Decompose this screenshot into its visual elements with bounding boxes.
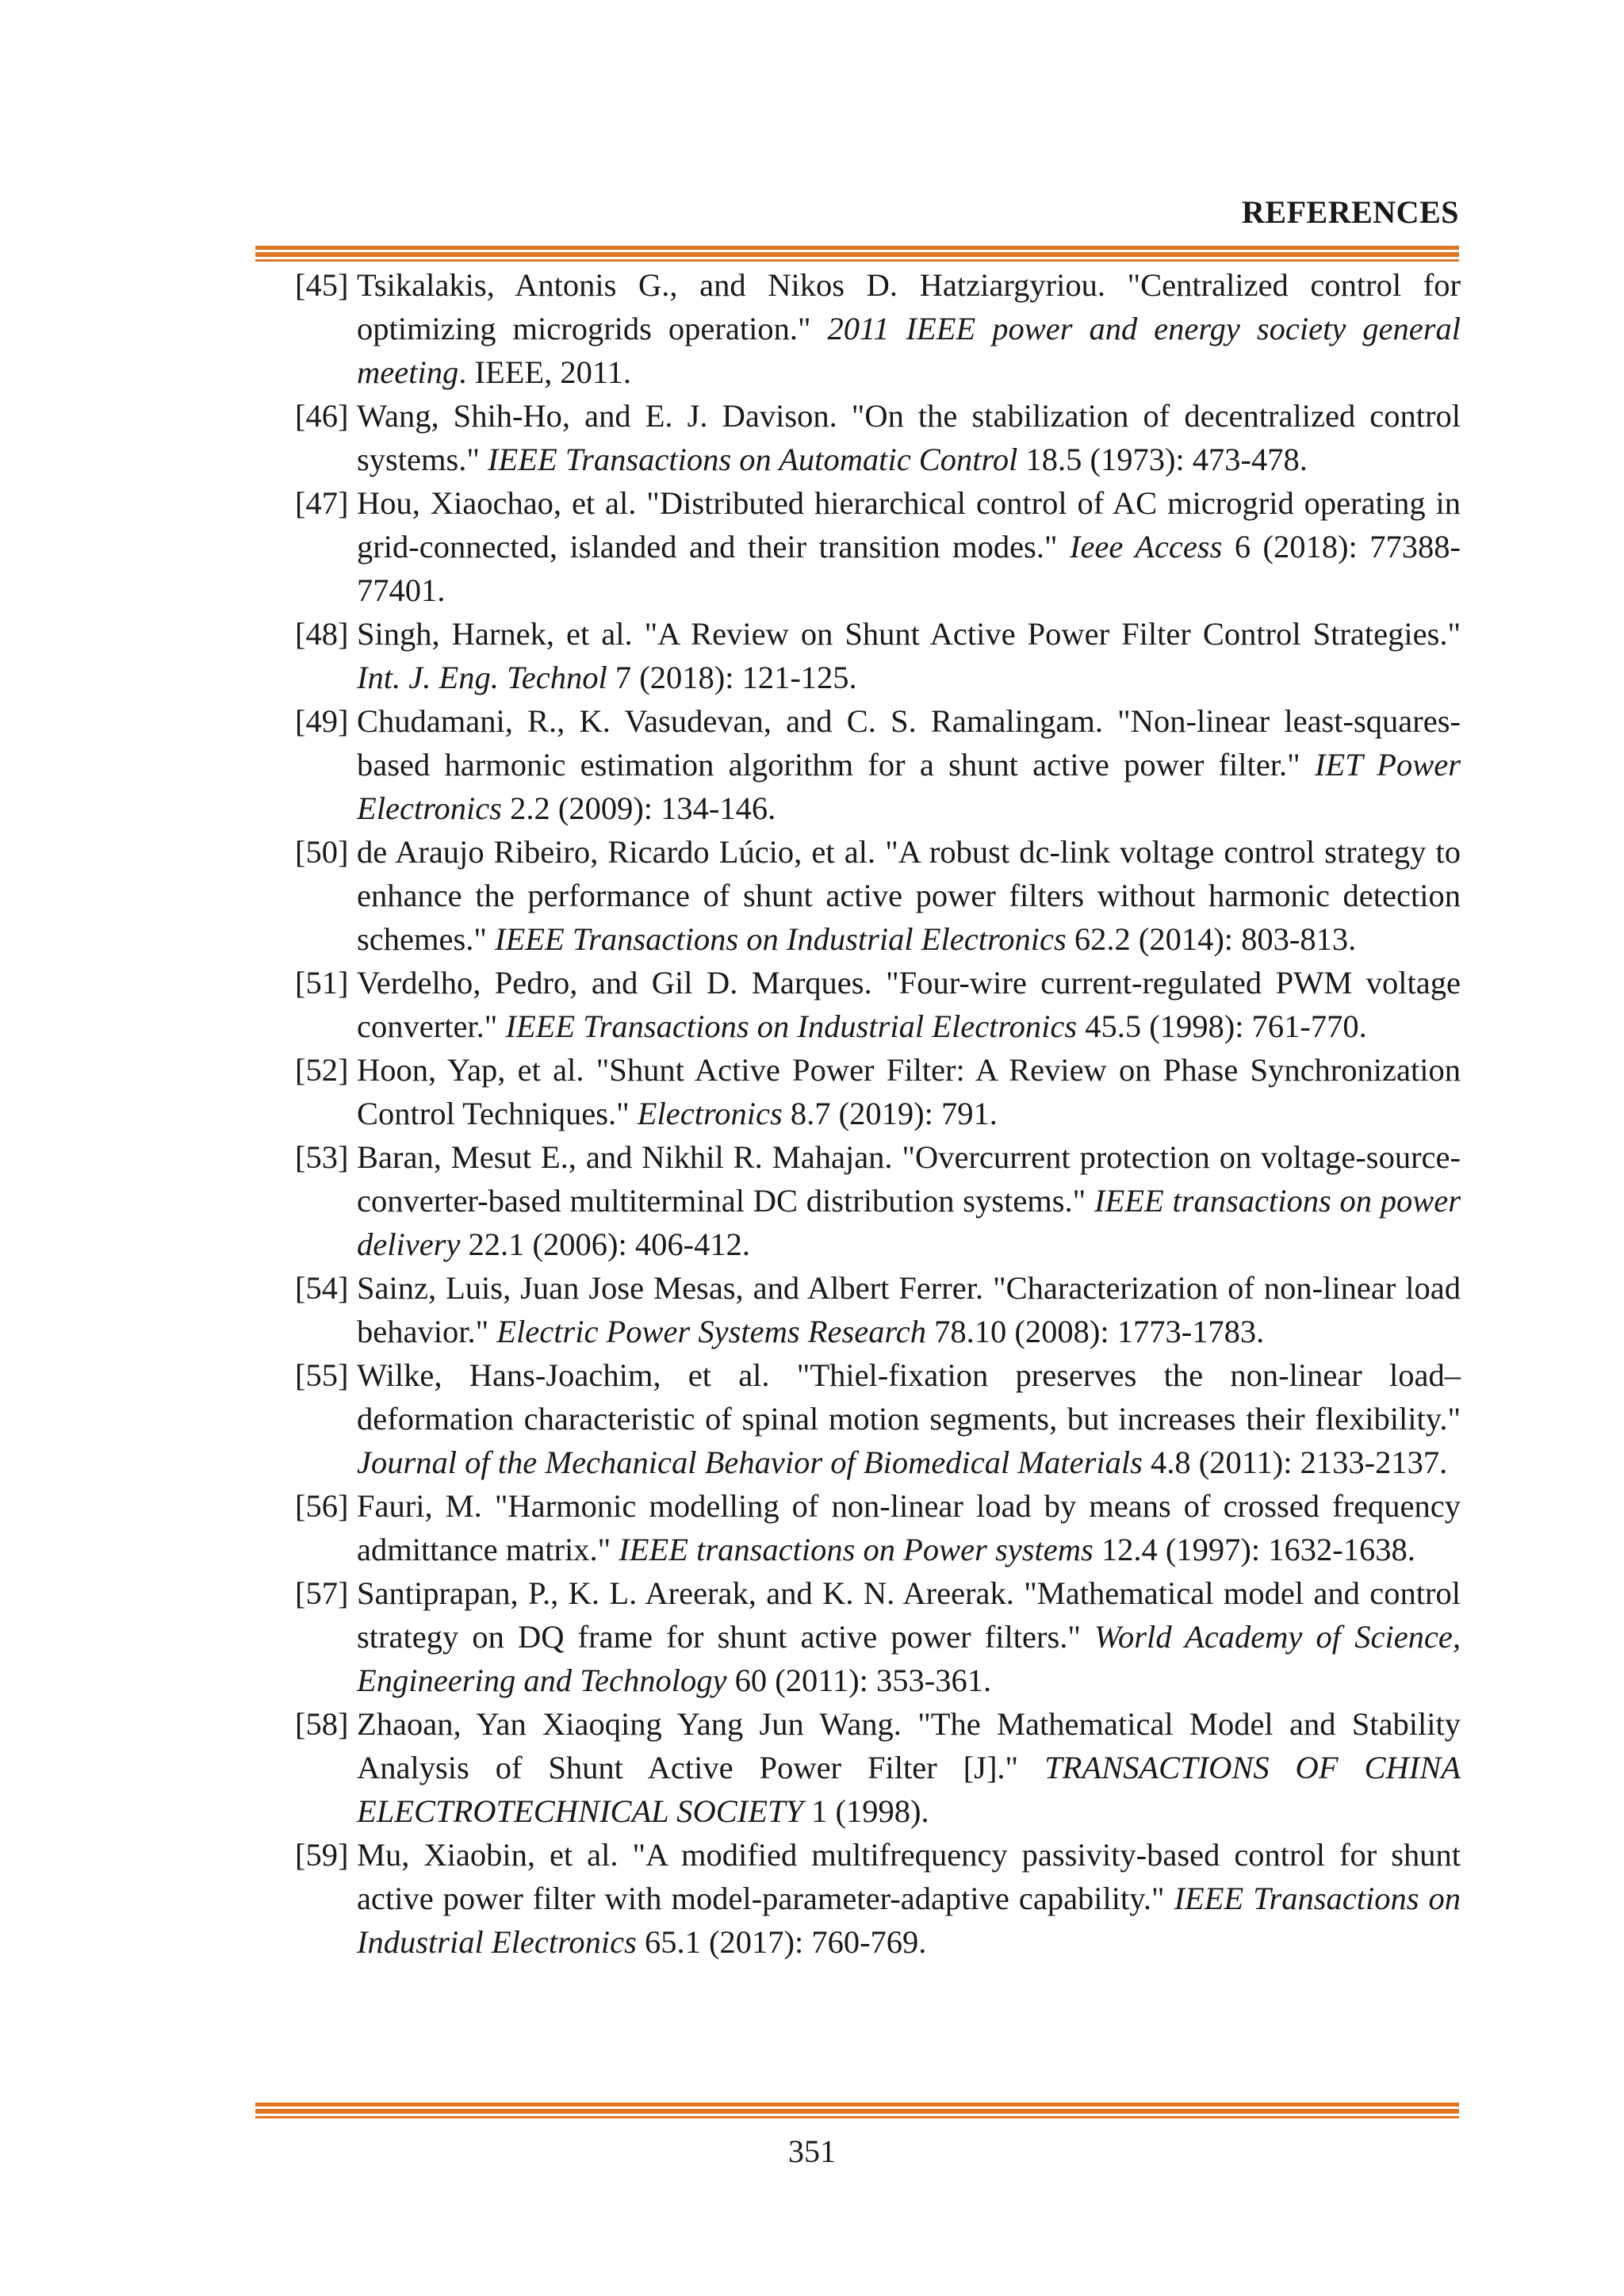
reference-details: 78.10 (2008): 1773-1783. (925, 1314, 1265, 1349)
reference-authors-title: Fauri, M. "Harmonic modelling of non-linear load by means of crossed frequency admittance matrix." (357, 1488, 1461, 1567)
reference-details: 65.1 (2017): 760-769. (636, 1924, 927, 1960)
reference-authors-title: Singh, Harnek, et al. "A Review on Shunt Active Power Filter Control Strategies." (357, 616, 1461, 652)
reference-number: [59] (295, 1837, 349, 1873)
reference-authors-title: Zhaoan, Yan Xiaoqing Yang Jun Wang. "The Mathematical Model and Stability Analysis of Shunt Active Power Filter [J]." (357, 1706, 1461, 1785)
reference-item (295, 1833, 1461, 1964)
reference-venue: IEEE Transactions on Industrial Electronics (494, 921, 1067, 957)
reference-item (295, 1266, 1461, 1353)
reference-text (357, 267, 1461, 390)
reference-details: 7 (2018): 121-125. (607, 660, 857, 695)
reference-text (357, 398, 1461, 477)
reference-number: [45] (295, 267, 349, 303)
reference-details: 62.2 (2014): 803-813. (1066, 921, 1357, 957)
reference-item (295, 1135, 1461, 1266)
reference-details: 12.4 (1997): 1632-1638. (1093, 1532, 1415, 1567)
reference-authors-title: Baran, Mesut E., and Nikhil R. Mahajan. "Overcurrent protection on voltage-source-converter-based multiterminal DC distribution systems." (357, 1139, 1461, 1219)
reference-details: 22.1 (2006): 406-412. (460, 1226, 751, 1262)
reference-text (357, 1139, 1461, 1262)
reference-item (295, 1048, 1461, 1135)
reference-authors-title: Hou, Xiaochao, et al. "Distributed hierarchical control of AC microgrid operating in grid-connected, islanded and their transition modes." (357, 485, 1461, 564)
reference-authors-title: Verdelho, Pedro, and Gil D. Marques. "Four-wire current-regulated PWM voltage converter." (357, 965, 1461, 1044)
reference-number: [52] (295, 1052, 349, 1088)
reference-venue: Journal of the Mechanical Behavior of Biomedical Materials (357, 1445, 1143, 1480)
reference-text (357, 703, 1461, 826)
reference-authors-title: Chudamani, R., K. Vasudevan, and C. S. Ramalingam. "Non-linear least-squares-based harmonic estimation algorithm for a shunt active power filter." (357, 703, 1461, 783)
reference-venue: Int. J. Eng. Technol (357, 660, 607, 695)
reference-venue: Electronics (637, 1096, 783, 1131)
reference-authors-title: Hoon, Yap, et al. "Shunt Active Power Filter: A Review on Phase Synchronization Control Techniques." (357, 1052, 1461, 1131)
reference-text (357, 1488, 1461, 1567)
reference-venue: Ieee Access (1069, 529, 1223, 564)
reference-authors-title: Mu, Xiaobin, et al. "A modified multifrequency passivity-based control for shunt active power filter with model-parameter-adaptive capability." (357, 1837, 1461, 1916)
reference-text (357, 1270, 1461, 1349)
reference-authors-title: Wilke, Hans-Joachim, et al. "Thiel-fixation preserves the non-linear load–deformation characteristic of spinal motion segments, but increases their flexibility." (357, 1357, 1461, 1437)
reference-list (295, 263, 1461, 1964)
reference-text (357, 1837, 1461, 1960)
reference-number: [46] (295, 398, 349, 434)
reference-authors-title: de Araujo Ribeiro, Ricardo Lúcio, et al. "A robust dc-link voltage control strategy to enhance the performance of shunt active power filters without harmonic detection schemes." (357, 834, 1461, 957)
reference-number: [47] (295, 485, 349, 521)
reference-venue: 2011 IEEE power and energy society general meeting (357, 311, 1461, 390)
reference-venue: IEEE Transactions on Industrial Electronics (357, 1881, 1461, 1960)
reference-item (295, 1702, 1461, 1833)
reference-venue: World Academy of Science, Engineering and Technology (357, 1619, 1461, 1698)
reference-number: [54] (295, 1270, 349, 1306)
reference-authors-title: Wang, Shih-Ho, and E. J. Davison. "On the stabilization of decentralized control systems." (357, 398, 1461, 477)
reference-text (357, 1706, 1461, 1829)
reference-number: [55] (295, 1357, 349, 1393)
reference-item (295, 830, 1461, 961)
reference-details: 2.2 (2009): 134-146. (501, 790, 776, 826)
reference-item (295, 699, 1461, 830)
reference-number: [58] (295, 1706, 349, 1742)
reference-number: [51] (295, 965, 349, 1001)
header-rule (255, 246, 1459, 265)
reference-authors-title: Santiprapan, P., K. L. Areerak, and K. N. Areerak. "Mathematical model and control strategy on DQ frame for shunt active power filters." (357, 1575, 1461, 1655)
footer-rule (255, 2103, 1459, 2122)
running-header: REFERENCES (1242, 194, 1459, 230)
reference-item (295, 961, 1461, 1048)
reference-item (295, 612, 1461, 699)
reference-authors-title: Tsikalakis, Antonis G., and Nikos D. Hatziargyriou. "Centralized control for optimizing microgrids operation." (357, 267, 1461, 346)
reference-venue: IET Power Electronics (357, 747, 1461, 826)
reference-text (357, 1052, 1461, 1131)
reference-authors-title: Sainz, Luis, Juan Jose Mesas, and Albert Ferrer. "Characterization of non-linear load behavior." (357, 1270, 1461, 1349)
reference-number: [48] (295, 616, 349, 652)
reference-venue: Electric Power Systems Research (496, 1314, 926, 1349)
reference-details: 8.7 (2019): 791. (782, 1096, 998, 1131)
reference-text (357, 616, 1461, 695)
reference-text (357, 1357, 1461, 1480)
reference-venue: IEEE transactions on Power systems (619, 1532, 1094, 1567)
reference-details: 1 (1998). (803, 1793, 929, 1829)
reference-number: [50] (295, 834, 349, 870)
reference-details: 60 (2011): 353-361. (726, 1663, 992, 1698)
reference-item (295, 1353, 1461, 1484)
reference-details: 6 (2018): 77388-77401. (357, 529, 1461, 608)
reference-item (295, 1571, 1461, 1702)
reference-text (357, 485, 1461, 608)
reference-item (295, 394, 1461, 481)
reference-number: [56] (295, 1488, 349, 1524)
reference-details: 4.8 (2011): 2133-2137. (1142, 1445, 1448, 1480)
reference-venue: IEEE transactions on power delivery (357, 1183, 1461, 1262)
reference-details: 18.5 (1973): 473-478. (1017, 442, 1308, 477)
reference-venue: IEEE Transactions on Industrial Electronics (505, 1008, 1078, 1044)
reference-text (357, 965, 1461, 1044)
reference-number: [49] (295, 703, 349, 739)
reference-venue: TRANSACTIONS OF CHINA ELECTROTECHNICAL SOCIETY (357, 1750, 1461, 1829)
reference-item (295, 263, 1461, 394)
reference-number: [53] (295, 1139, 349, 1175)
reference-item (295, 1484, 1461, 1571)
page-number: 351 (788, 2133, 836, 2169)
reference-venue: IEEE Transactions on Automatic Control (488, 442, 1018, 477)
reference-item (295, 481, 1461, 612)
reference-text (357, 1575, 1461, 1698)
reference-number: [57] (295, 1575, 349, 1611)
reference-text (357, 834, 1461, 957)
reference-details: . IEEE, 2011. (458, 354, 632, 390)
reference-details: 45.5 (1998): 761-770. (1077, 1008, 1367, 1044)
